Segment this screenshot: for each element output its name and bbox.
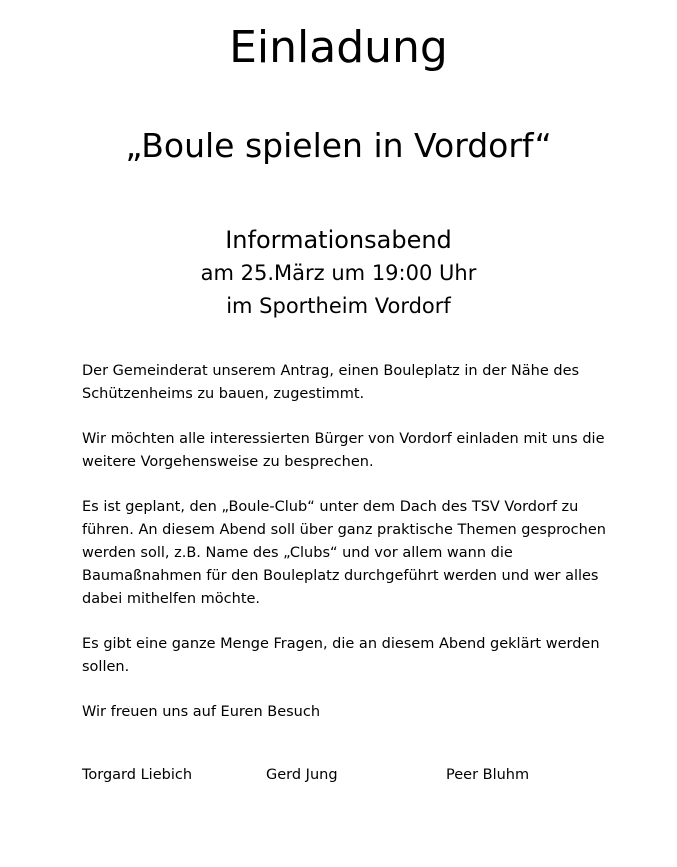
paragraph-invitation: Wir möchten alle interessierten Bürger von Vordorf einladen mit uns die weitere Vorgehensweise zu besprechen. [82, 431, 605, 470]
document-subtitle: „Boule spielen in Vordorf“ [125, 126, 552, 165]
document-title: Einladung [229, 22, 448, 73]
paragraph-plan: Es ist geplant, den „Boule-Club“ unter dem Dach des TSV Vordorf zu führen. An diesem Abend soll über ganz praktische Themen gesprochen werden soll, z.B. Name des „Clubs“ und vor allem wann die Baumaßnahmen für den Bouleplatz durchgeführt werden und wer alles dabei mithelfen möchte. [82, 499, 606, 607]
signature-row [0, 764, 677, 788]
event-heading: Informationsabend [225, 226, 452, 254]
paragraph-questions: Es gibt eine ganze Menge Fragen, die an diesem Abend geklärt werden sollen. [82, 636, 600, 675]
paragraph-approval: Der Gemeinderat unserem Antrag, einen Bouleplatz in der Nähe des Schützenheims zu bauen, zugestimmt. [82, 363, 580, 402]
event-date: am 25.März um 19:00 Uhr [200, 261, 477, 285]
signature-name: Gerd Jung [266, 767, 338, 783]
event-location: im Sportheim Vordorf [226, 294, 451, 318]
signature-name: Peer Bluhm [446, 767, 530, 783]
letter-body [82, 360, 622, 746]
event-info [0, 223, 677, 323]
paragraph-closing: Wir freuen uns auf Euren Besuch [82, 704, 321, 720]
signature-name: Torgard Liebich [82, 767, 193, 783]
